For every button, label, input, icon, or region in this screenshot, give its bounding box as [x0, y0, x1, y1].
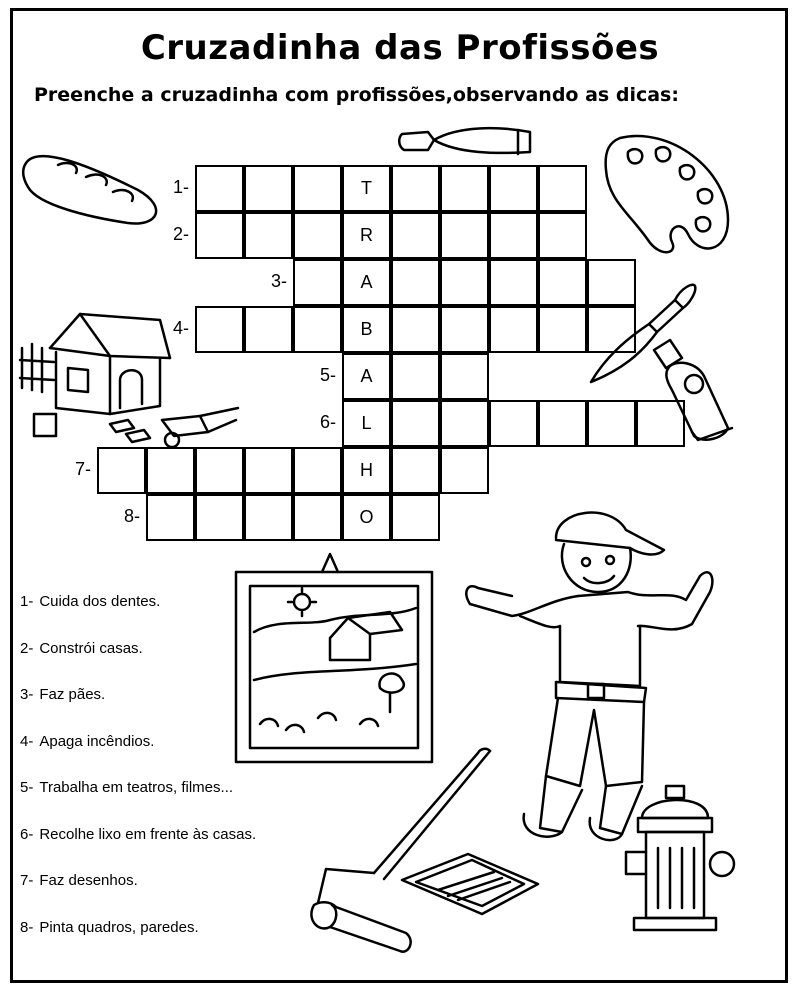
crossword-cell[interactable] — [391, 165, 440, 212]
crossword-cell[interactable] — [440, 259, 489, 306]
clue-text: Trabalha em teatros, filmes... — [39, 779, 234, 796]
clue-text: Faz pães. — [39, 686, 106, 703]
paint-bottle-icon — [648, 336, 738, 446]
crossword-key-cell: A — [342, 353, 391, 400]
crossword-cell[interactable] — [195, 212, 244, 259]
crossword-cell[interactable] — [146, 447, 195, 494]
clue-text: Constrói casas. — [39, 639, 143, 657]
crossword-cell[interactable] — [244, 447, 293, 494]
clue-number: 1- — [20, 593, 34, 610]
crossword-cell[interactable] — [195, 165, 244, 212]
crossword-row-number: 8- — [123, 506, 140, 526]
crossword-cell[interactable] — [489, 165, 538, 212]
crossword-cell[interactable] — [195, 306, 244, 353]
crossword-key-cell: L — [342, 400, 391, 447]
palette-icon — [600, 130, 735, 260]
clue-item-7 — [20, 872, 340, 919]
crossword-cell[interactable] — [440, 212, 489, 259]
clue-item-6 — [20, 826, 340, 873]
crossword-row-number: 7- — [74, 459, 91, 479]
crossword-row-number: 6- — [319, 412, 336, 432]
crossword-cell[interactable] — [391, 353, 440, 400]
clue-number: 6- — [20, 825, 34, 843]
clue-text: Faz desenhos. — [39, 872, 138, 889]
clue-number: 8- — [20, 918, 34, 936]
crossword-cell[interactable] — [293, 306, 342, 353]
crossword-cell[interactable] — [489, 259, 538, 306]
crossword-cell[interactable] — [489, 212, 538, 259]
clue-text: Pinta quadros, paredes. — [39, 918, 199, 936]
crossword-cell[interactable] — [244, 306, 293, 353]
clue-number: 7- — [20, 872, 34, 889]
page-title: Cruzadinha das Profissões — [140, 28, 660, 68]
crossword-cell[interactable] — [587, 400, 636, 447]
crossword-key-cell: O — [342, 494, 391, 541]
crossword-cell[interactable] — [538, 165, 587, 212]
crossword-cell[interactable] — [293, 494, 342, 541]
crossword-cell[interactable] — [538, 400, 587, 447]
crossword-cell[interactable] — [391, 447, 440, 494]
crossword-key-cell: R — [342, 212, 391, 259]
crossword-key-cell: A — [342, 259, 391, 306]
crossword-cell[interactable] — [391, 306, 440, 353]
crossword-cell[interactable] — [97, 447, 146, 494]
crossword-cell[interactable] — [293, 212, 342, 259]
crossword-key-cell: B — [342, 306, 391, 353]
clue-item-8 — [20, 919, 340, 966]
crossword-cell[interactable] — [489, 306, 538, 353]
bread-icon — [18, 145, 163, 230]
crossword-cell[interactable] — [146, 494, 195, 541]
crossword-cell[interactable] — [489, 400, 538, 447]
clue-text: Recolhe lixo em frente às casas. — [39, 825, 257, 843]
crossword-key-cell: H — [342, 447, 391, 494]
crossword-cell[interactable] — [391, 212, 440, 259]
instruction-text: Preenche a cruzadinha com profissões,observando as dicas: — [34, 84, 679, 106]
crossword-row-number: 1- — [172, 177, 189, 197]
crossword-cell[interactable] — [195, 447, 244, 494]
wheelbarrow-icon — [108, 398, 243, 450]
crossword-cell[interactable] — [244, 494, 293, 541]
fire-hydrant-icon — [612, 782, 737, 932]
crossword-row-number: 3- — [270, 271, 287, 291]
crossword-cell[interactable] — [391, 400, 440, 447]
crossword-cell[interactable] — [440, 306, 489, 353]
crossword-cell[interactable] — [440, 400, 489, 447]
clue-number: 4- — [20, 732, 34, 750]
clue-number: 3- — [20, 686, 34, 703]
crossword-cell[interactable] — [293, 259, 342, 306]
crossword-cell[interactable] — [391, 494, 440, 541]
framed-picture-icon — [230, 548, 440, 768]
crossword-cell[interactable] — [293, 165, 342, 212]
crossword-cell[interactable] — [538, 259, 587, 306]
paint-tube-icon — [398, 120, 533, 160]
crossword-cell[interactable] — [440, 165, 489, 212]
crossword-row-number: 2- — [172, 224, 189, 244]
clue-number: 2- — [20, 639, 34, 657]
crossword-cell[interactable] — [293, 447, 342, 494]
clue-number: 5- — [20, 779, 34, 796]
clue-item-5 — [20, 779, 340, 826]
crossword-cell[interactable] — [244, 212, 293, 259]
crossword-cell[interactable] — [391, 259, 440, 306]
crossword-row-number: 4- — [172, 318, 189, 338]
clue-text: Apaga incêndios. — [39, 732, 155, 750]
crossword-key-cell: T — [342, 165, 391, 212]
crossword-cell[interactable] — [538, 212, 587, 259]
clue-text: Cuida dos dentes. — [39, 593, 161, 610]
crossword-row-number: 5- — [319, 365, 336, 385]
crossword-cell[interactable] — [440, 353, 489, 400]
crossword-cell[interactable] — [244, 165, 293, 212]
crossword-cell[interactable] — [195, 494, 244, 541]
paint-tray-icon — [398, 850, 543, 920]
crossword-cell[interactable] — [440, 447, 489, 494]
crossword-cell[interactable] — [538, 306, 587, 353]
